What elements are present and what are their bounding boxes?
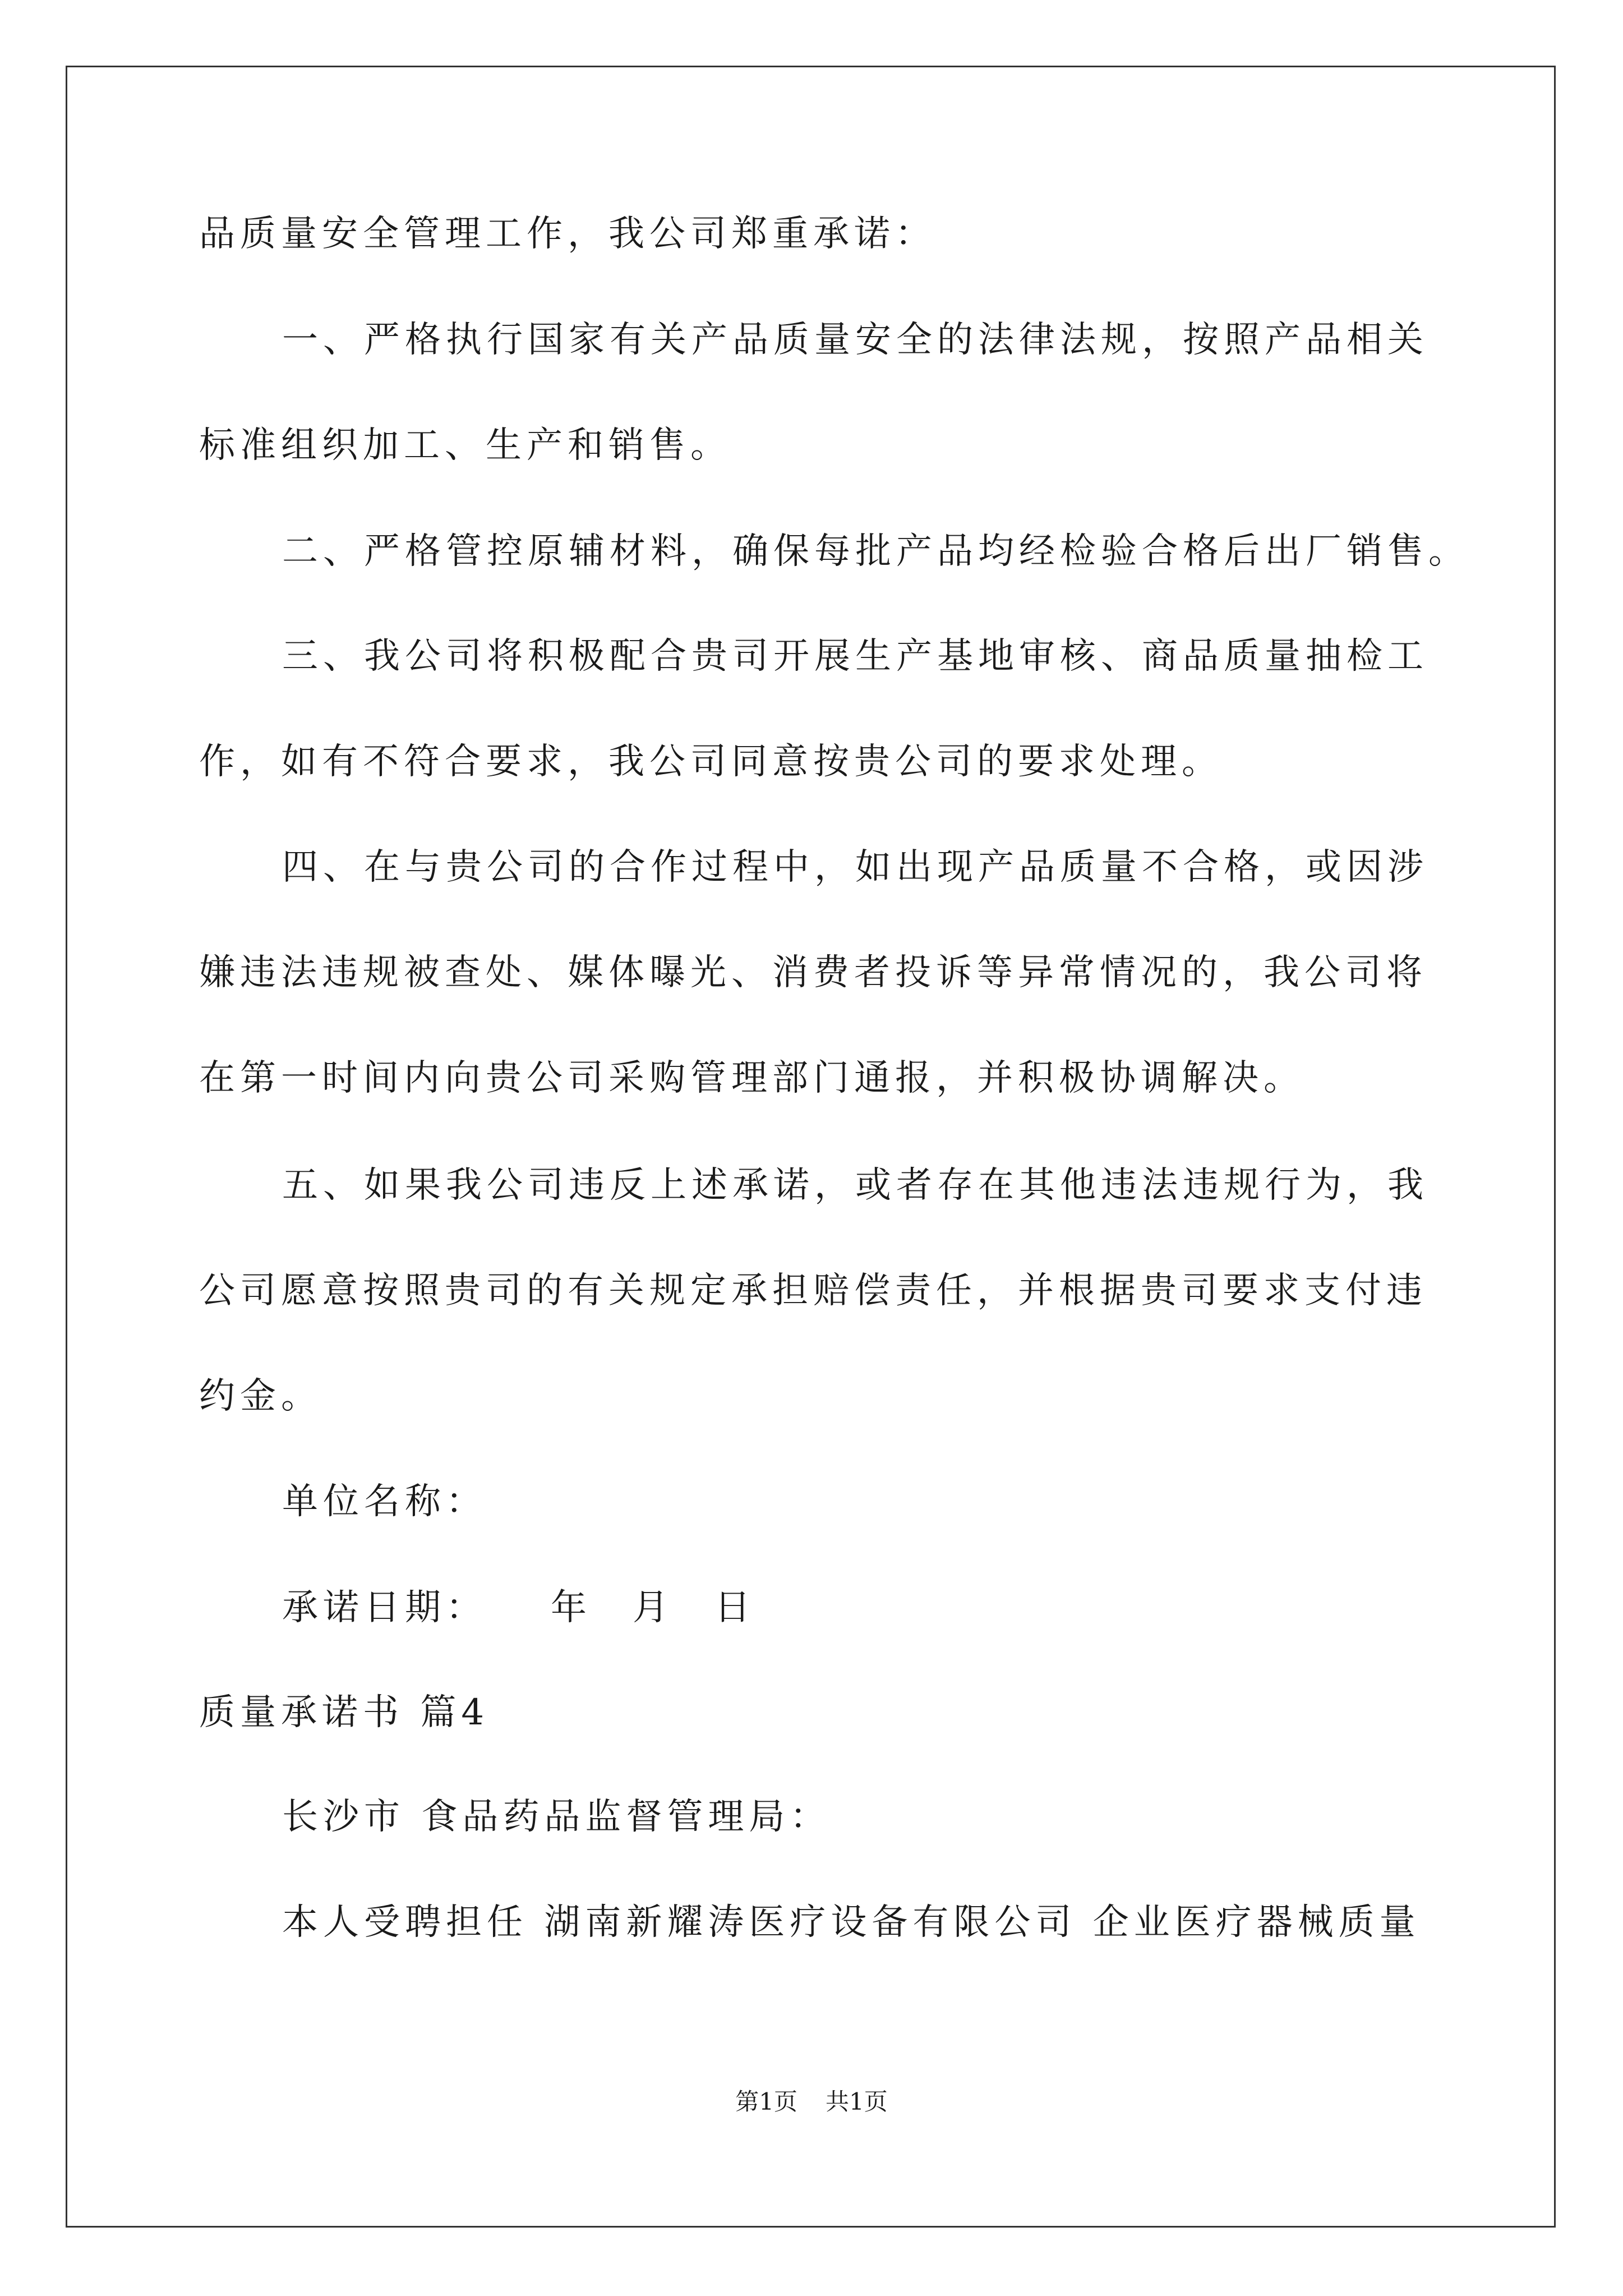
commitment-item-5-line-2: 公司愿意按照贵司的有关规定承担赔偿责任，并根据贵司要求支付违 [199,1270,1427,1312]
commitment-item-2: 二、严格管控原辅材料，确保每批产品均经检验合格后出厂销售。 [282,531,1469,572]
section-title: 质量承诺书 篇4 [199,1692,490,1733]
page-footer [0,2082,1623,2122]
commitment-item-5-line-1: 五、如果我公司违反上述承诺，或者存在其他违法违规行为，我 [282,1165,1428,1206]
page-number: 第1页 [735,2088,797,2115]
commitment-item-4-line-3: 在第一时间内向贵公司采购管理部门通报，并积极协调解决。 [199,1057,1304,1099]
commitment-item-3-line-2: 作，如有不符合要求，我公司同意按贵公司的要求处理。 [199,741,1223,783]
unit-name-label: 单位名称： [282,1481,487,1522]
addressee-line: 长沙市 食品药品监督管理局： [282,1796,831,1838]
body-line-1: 品质量安全管理工作，我公司郑重承诺： [199,213,936,255]
commitment-item-4-line-1: 四、在与贵公司的合作过程中，如出现产品质量不合格，或因涉 [282,846,1428,888]
commitment-item-4-line-2: 嫌违法违规被查处、媒体曝光、消费者投诉等异常情况的，我公司将 [199,952,1427,993]
commitment-item-5-line-3: 约金。 [199,1375,322,1417]
commitment-item-3-line-1: 三、我公司将积极配合贵司开展生产基地审核、商品质量抽检工 [282,636,1428,677]
commitment-item-1-line-1: 一、严格执行国家有关产品质量安全的法律法规，按照产品相关 [282,319,1428,361]
body-line-statement: 本人受聘担任 湖南新耀涛医疗设备有限公司 企业医疗器械质量 [282,1902,1421,1943]
commitment-item-1-line-2: 标准组织加工、生产和销售。 [199,425,731,466]
page-total: 共1页 [826,2088,888,2115]
commitment-date-label: 承诺日期： 年 月 日 [282,1587,755,1628]
